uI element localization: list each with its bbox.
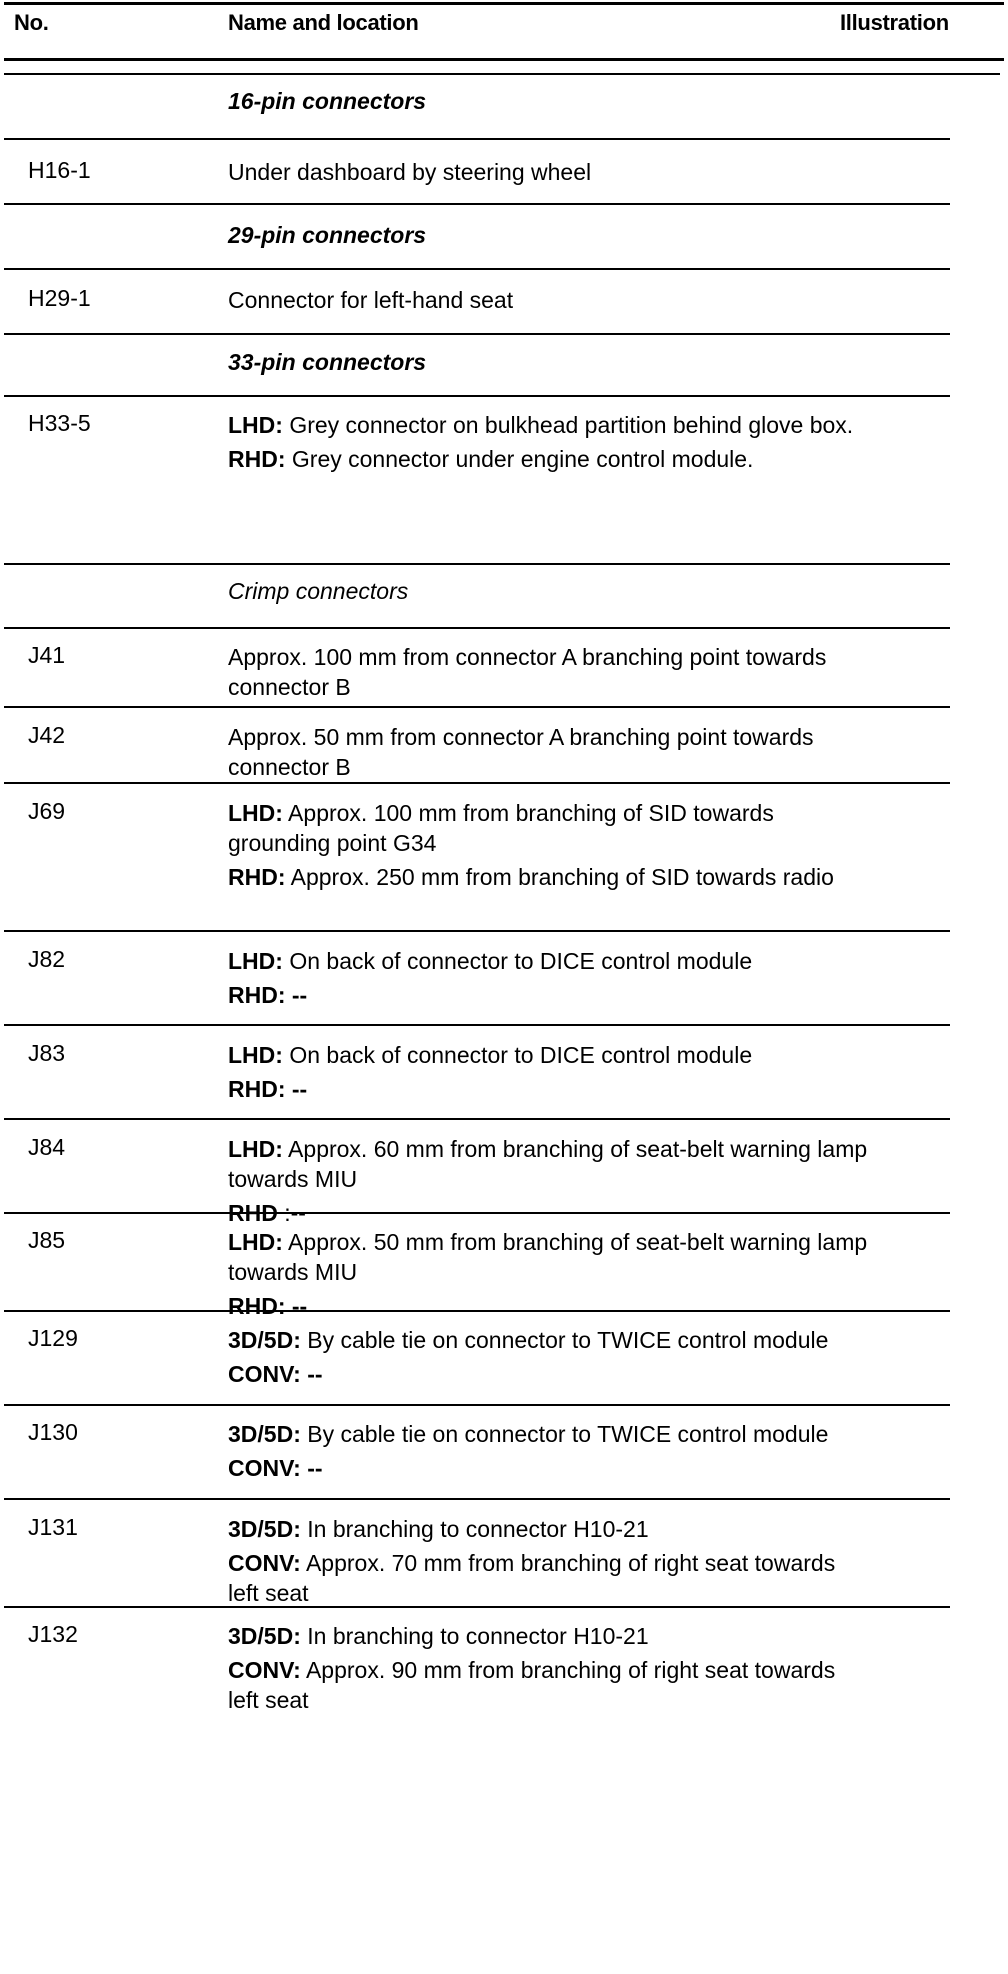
column-header-name-location: Name and location <box>228 10 419 35</box>
variant-label: CONV: <box>228 1657 301 1683</box>
location-paragraph <box>228 285 868 315</box>
variant-label: RHD: -- <box>228 982 308 1008</box>
location-paragraph <box>228 1621 868 1651</box>
connector-location <box>228 1621 868 1715</box>
location-paragraph <box>228 1548 868 1608</box>
row-divider <box>4 563 950 565</box>
location-text: Approx. 100 mm from connector A branching point towards connector B <box>228 644 827 700</box>
variant-label: LHD: <box>228 800 283 826</box>
location-text: Approx. 90 mm from branching of right seat towards left seat <box>228 1657 836 1713</box>
location-text: On back of connector to DICE control module <box>282 948 753 974</box>
row-divider <box>4 1212 950 1214</box>
section-heading: Crimp connectors <box>228 578 409 604</box>
connector-number: H16-1 <box>28 157 91 183</box>
section-heading: 33-pin connectors <box>228 349 427 375</box>
row-divider <box>4 930 950 932</box>
connector-location <box>228 722 868 782</box>
location-paragraph <box>228 1419 868 1449</box>
row-divider <box>4 782 950 784</box>
row-divider <box>4 1024 950 1026</box>
connector-location <box>228 1325 868 1389</box>
row-divider <box>4 627 950 629</box>
row-divider <box>4 1498 950 1500</box>
variant-label: 3D/5D: <box>228 1623 301 1649</box>
section-heading: 29-pin connectors <box>228 222 427 248</box>
connector-number: J85 <box>28 1227 66 1253</box>
row-divider <box>4 395 950 397</box>
connector-number: J130 <box>28 1419 78 1445</box>
location-paragraph <box>228 862 868 892</box>
variant-label: 3D/5D: <box>228 1421 301 1447</box>
location-text: In branching to connector H10-21 <box>300 1623 649 1649</box>
location-text: Approx. 60 mm from branching of seat-belt warning lamp towards MIU <box>228 1136 868 1192</box>
connector-number: H29-1 <box>28 285 91 311</box>
location-paragraph <box>228 1134 868 1194</box>
header-top-rule <box>4 2 1004 5</box>
location-paragraph <box>228 1325 868 1355</box>
connector-location <box>228 1227 868 1321</box>
connector-location <box>228 1419 868 1483</box>
location-paragraph <box>228 1655 868 1715</box>
section-heading: 16-pin connectors <box>228 88 427 114</box>
location-text: Approx. 100 mm from branching of SID towards grounding point G34 <box>228 800 774 856</box>
row-divider <box>4 268 950 270</box>
connector-number: J129 <box>28 1325 78 1351</box>
row-divider <box>4 1404 950 1406</box>
header-bottom-rule <box>4 58 1004 61</box>
variant-label: RHD: <box>228 446 286 472</box>
connector-location <box>228 410 868 474</box>
variant-label: LHD: <box>228 1136 283 1162</box>
connector-number: J132 <box>28 1621 78 1647</box>
variant-label: CONV: -- <box>228 1361 323 1387</box>
variant-label: CONV: <box>228 1550 301 1576</box>
location-paragraph <box>228 1074 868 1104</box>
location-paragraph <box>228 1040 868 1070</box>
location-paragraph <box>228 1291 868 1321</box>
variant-label: LHD: <box>228 1042 283 1068</box>
row-divider <box>4 1118 950 1120</box>
variant-label: LHD: <box>228 412 283 438</box>
connector-number: J69 <box>28 798 66 824</box>
connector-location <box>228 946 868 1010</box>
connector-location <box>228 642 868 702</box>
variant-label: 3D/5D: <box>228 1516 301 1542</box>
connector-number: J82 <box>28 946 66 972</box>
location-text: Approx. 50 mm from branching of seat-belt warning lamp towards MIU <box>228 1229 868 1285</box>
location-paragraph <box>228 444 868 474</box>
connector-location <box>228 1040 868 1104</box>
variant-label: LHD: <box>228 1229 283 1255</box>
location-paragraph <box>228 1514 868 1544</box>
variant-label: RHD: -- <box>228 1293 308 1319</box>
connector-number: J41 <box>28 642 66 668</box>
location-paragraph <box>228 798 868 858</box>
connector-location <box>228 157 868 187</box>
location-paragraph <box>228 1227 868 1287</box>
column-header-no: No. <box>14 10 49 35</box>
column-header-illustration: Illustration <box>840 10 949 35</box>
connector-number: H33-5 <box>28 410 91 436</box>
location-text: In branching to connector H10-21 <box>300 1516 649 1542</box>
row-divider <box>4 1606 950 1608</box>
connector-location <box>228 798 868 892</box>
table-header <box>0 0 1008 72</box>
location-text: Grey connector on bulkhead partition behind glove box. <box>282 412 854 438</box>
location-text: :-- <box>277 1200 306 1226</box>
variant-label: RHD: -- <box>228 1076 308 1102</box>
location-paragraph <box>228 980 868 1010</box>
connector-number: J83 <box>28 1040 66 1066</box>
row-divider <box>4 203 950 205</box>
location-paragraph <box>228 1453 868 1483</box>
connector-location <box>228 285 868 315</box>
connector-location <box>228 1514 868 1608</box>
variant-label: 3D/5D: <box>228 1327 301 1353</box>
variant-label: CONV: -- <box>228 1455 323 1481</box>
location-paragraph <box>228 946 868 976</box>
connector-number: J42 <box>28 722 66 748</box>
location-text: By cable tie on connector to TWICE control module <box>300 1327 829 1353</box>
location-text: Approx. 50 mm from connector A branching point towards connector B <box>228 724 814 780</box>
location-paragraph <box>228 642 868 702</box>
row-divider <box>4 706 950 708</box>
variant-label: RHD: <box>228 864 286 890</box>
row-divider <box>4 1310 950 1312</box>
row-divider <box>4 73 1000 75</box>
location-text: Approx. 70 mm from branching of right seat towards left seat <box>228 1550 836 1606</box>
location-text: Under dashboard by steering wheel <box>228 159 592 185</box>
row-divider <box>4 138 950 140</box>
connector-number: J131 <box>28 1514 78 1540</box>
location-paragraph <box>228 1359 868 1389</box>
location-text: Approx. 250 mm from branching of SID towards radio <box>285 864 834 890</box>
location-text: Grey connector under engine control module. <box>285 446 754 472</box>
variant-label: RHD <box>228 1200 278 1226</box>
location-paragraph <box>228 157 868 187</box>
location-paragraph <box>228 410 868 440</box>
location-text: By cable tie on connector to TWICE control module <box>300 1421 829 1447</box>
variant-label: LHD: <box>228 948 283 974</box>
location-text: On back of connector to DICE control module <box>282 1042 753 1068</box>
location-paragraph <box>228 722 868 782</box>
row-divider <box>4 333 950 335</box>
location-text: Connector for left-hand seat <box>228 287 514 313</box>
connector-number: J84 <box>28 1134 66 1160</box>
